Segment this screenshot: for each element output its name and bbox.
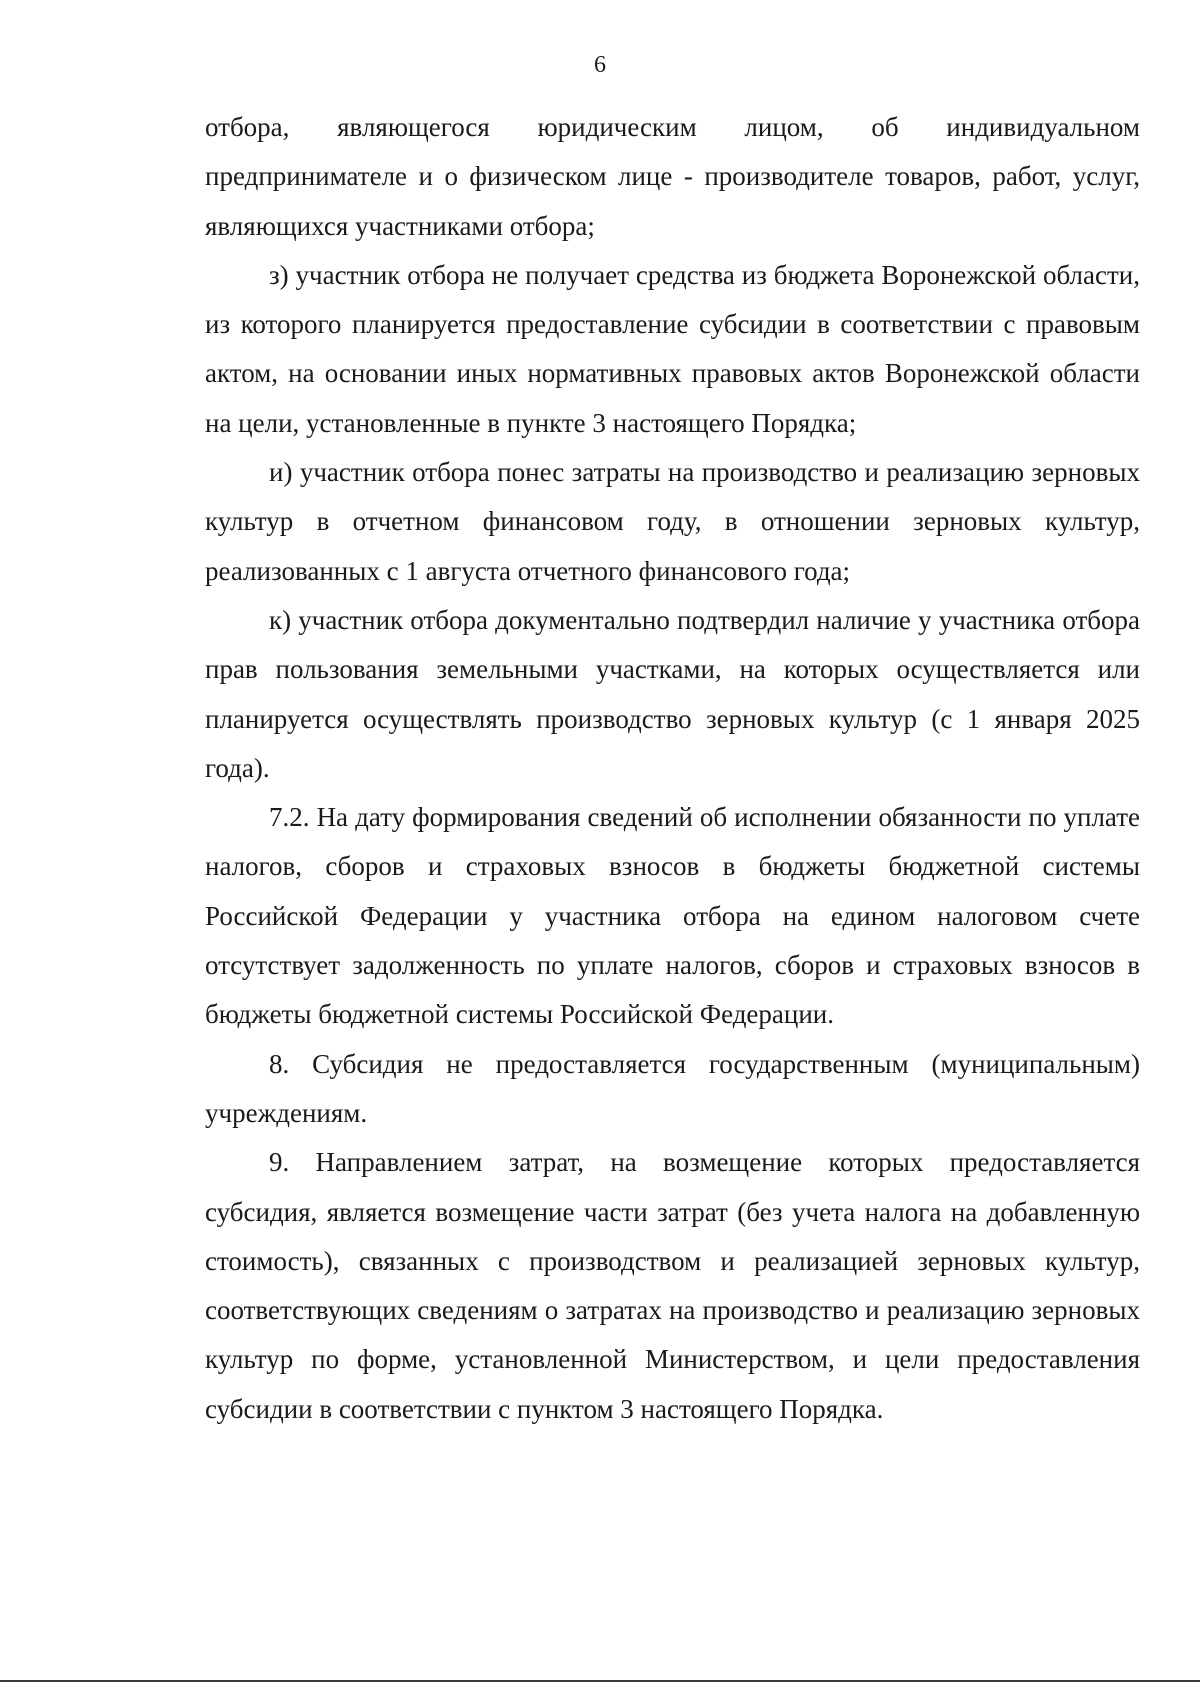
paragraph-continuation: отбора, являющегося юридическим лицом, об индивидуальном предпринимателе и о физическом лице - производителе товаров, работ, услуг, являющихся участниками отбора; xyxy=(205,112,1140,241)
paragraph-item-z: з) участник отбора не получает средства из бюджета Воронежской области, из которого планируется предоставление субсидии в соответствии с правовым актом, на основании иных нормативных правовых актов Воронежской области на цели, установленные в пункте 3 настоящего Порядка; xyxy=(205,259,1140,438)
paragraph-9: 9. Направлением затрат, на возмещение которых предоставляется субсидия, является возмещение части затрат (без учета налога на добавленную стоимость), связанных с производством и реализацией зерновых культур, соответствующих сведениям о затратах на производство и реализацию зерновых культур по форме, установленной Министерством, и цели предоставления субсидии в соответствии с пунктом 3 настоящего Порядка. xyxy=(205,1147,1140,1424)
bottom-scan-edge-line xyxy=(0,1680,1200,1682)
document-body xyxy=(205,103,1140,1434)
paragraph-7-2: 7.2. На дату формирования сведений об исполнении обязанности по уплате налогов, сборов и страховых взносов в бюджеты бюджетной системы Российской Федерации у участника отбора на едином налоговом счете отсутствует задолженность по уплате налогов, сборов и страховых взносов в бюджеты бюджетной системы Российской Федерации. xyxy=(205,802,1140,1030)
paragraph-8: 8. Субсидия не предоставляется государственным (муниципальным) учреждениям. xyxy=(205,1048,1140,1128)
paragraph-item-i: и) участник отбора понес затраты на производство и реализацию зерновых культур в отчетном финансовом году, в отношении зерновых культур, реализованных с 1 августа отчетного финансового года; xyxy=(205,457,1140,586)
paragraph-item-k: к) участник отбора документально подтвердил наличие у участника отбора прав пользования земельными участками, на которых осуществляется или планируется осуществлять производство зерновых культур (с 1 января 2025 года). xyxy=(205,604,1140,783)
page-number: 6 xyxy=(594,52,606,78)
